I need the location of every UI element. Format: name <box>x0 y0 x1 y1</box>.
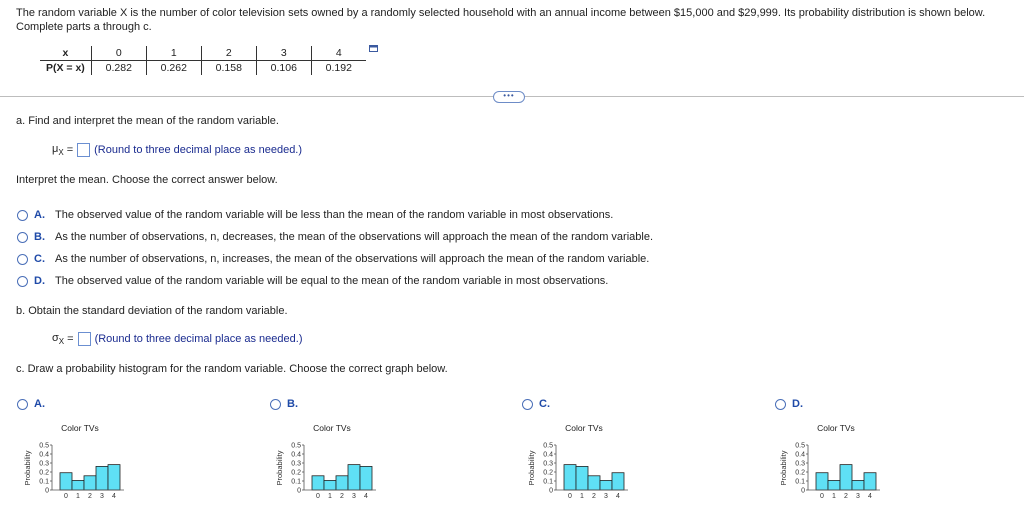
option-d[interactable] <box>17 275 608 287</box>
y-tick-label: 0.4 <box>291 451 301 459</box>
graph-letter: A. <box>34 398 45 410</box>
x-tick-label: 0 <box>316 493 320 500</box>
graph-radio-c[interactable] <box>522 399 533 410</box>
histogram-bar <box>576 466 588 490</box>
copy-table-icon[interactable] <box>369 45 378 53</box>
radio-c[interactable] <box>17 254 28 265</box>
x-value: 3 <box>256 46 311 61</box>
sd-hint: (Round to three decimal place as needed.) <box>94 333 303 346</box>
y-tick-label: 0.2 <box>291 469 301 477</box>
table-row-p <box>40 61 366 76</box>
y-tick-label: 0.1 <box>39 478 49 486</box>
p-value: 0.262 <box>146 61 201 76</box>
x-tick-label: 4 <box>868 493 872 500</box>
distribution-table <box>40 46 366 75</box>
x-tick-label: 1 <box>832 493 836 500</box>
p-value: 0.158 <box>201 61 256 76</box>
histogram-bar <box>72 480 84 490</box>
x-tick-label: 0 <box>64 493 68 500</box>
problem-intro: The random variable X is the number of color television sets owned by a randomly selected household with an annual income between $15,000 and $29,999. Its probability distribution is shown below. Complete parts a through c. <box>16 7 986 33</box>
y-axis-label: Probability <box>527 450 536 486</box>
x-tick-label: 1 <box>328 493 332 500</box>
y-tick-label: 0.3 <box>543 460 553 468</box>
graph-option-d[interactable] <box>775 398 803 410</box>
histogram-bar <box>312 476 324 490</box>
y-tick-label: 0.5 <box>291 442 301 450</box>
option-letter: B. <box>34 231 45 243</box>
option-text: The observed value of the random variable will be equal to the mean of the random variable in most observations. <box>55 275 609 287</box>
graph-option-c[interactable] <box>522 398 550 410</box>
y-tick-label: 0.4 <box>795 451 805 459</box>
histogram-bar <box>336 476 348 490</box>
x-value: 0 <box>91 46 146 61</box>
x-tick-label: 3 <box>604 493 608 500</box>
option-a[interactable] <box>17 209 613 221</box>
radio-b[interactable] <box>17 232 28 243</box>
equals-sign: = <box>67 333 74 346</box>
graph-option-b[interactable] <box>270 398 298 410</box>
p-value: 0.106 <box>256 61 311 76</box>
p-value: 0.192 <box>325 62 352 74</box>
histogram-bar <box>360 466 372 490</box>
x-tick-label: 1 <box>76 493 80 500</box>
y-tick-label: 0 <box>297 487 301 495</box>
x-tick-label: 4 <box>616 493 620 500</box>
x-value: 2 <box>201 46 256 61</box>
histogram-bar <box>600 480 612 490</box>
y-tick-label: 0.3 <box>291 460 301 468</box>
histogram-bar <box>828 480 840 490</box>
sd-formula <box>52 332 302 346</box>
histogram-bar <box>96 466 108 490</box>
graph-radio-a[interactable] <box>17 399 28 410</box>
option-b[interactable] <box>17 231 653 243</box>
histogram-bar <box>84 476 96 490</box>
sd-input[interactable] <box>78 332 91 346</box>
y-axis-label: Probability <box>275 450 284 486</box>
histogram-b <box>274 420 384 506</box>
part-a-question: a. Find and interpret the mean of the random variable. <box>16 115 279 127</box>
histogram-bar <box>108 465 120 490</box>
x-tick-label: 3 <box>100 493 104 500</box>
graph-option-a[interactable] <box>17 398 45 410</box>
chart-title: Color TVs <box>817 423 855 433</box>
y-tick-label: 0.2 <box>543 469 553 477</box>
option-text: As the number of observations, n, decreases, the mean of the observations will approach the mean of the random variable. <box>55 231 654 243</box>
y-tick-label: 0.3 <box>795 460 805 468</box>
y-tick-label: 0.2 <box>39 469 49 477</box>
x-tick-label: 2 <box>592 493 596 500</box>
option-text: The observed value of the random variable will be less than the mean of the random variable in most observations. <box>55 209 614 221</box>
graph-letter: B. <box>287 398 298 410</box>
x-tick-label: 0 <box>820 493 824 500</box>
y-tick-label: 0.3 <box>39 460 49 468</box>
histogram-bar <box>348 465 360 490</box>
equals-sign: = <box>66 144 74 157</box>
x-value: 1 <box>146 46 201 61</box>
part-b-question: b. Obtain the standard deviation of the random variable. <box>16 305 288 317</box>
histogram-a <box>22 420 132 506</box>
more-button[interactable]: ••• <box>493 91 525 103</box>
y-tick-label: 0.5 <box>543 442 553 450</box>
x-tick-label: 2 <box>844 493 848 500</box>
y-axis-label: Probability <box>779 450 788 486</box>
graph-radio-d[interactable] <box>775 399 786 410</box>
table-row-x <box>40 46 366 61</box>
histogram-d <box>778 420 888 506</box>
x-tick-label: 2 <box>340 493 344 500</box>
y-tick-label: 0 <box>801 487 805 495</box>
mu-symbol: $\mu_X$ <box>52 143 64 158</box>
y-tick-label: 0.4 <box>543 451 553 459</box>
y-tick-label: 0.4 <box>39 451 49 459</box>
sigma-symbol: $\sigma_X$ <box>52 332 65 347</box>
radio-a[interactable] <box>17 210 28 221</box>
part-c-question: c. Draw a probability histogram for the random variable. Choose the correct graph below. <box>16 363 448 375</box>
histogram-bar <box>864 473 876 490</box>
chart-title: Color TVs <box>565 423 603 433</box>
x-value: 4 <box>311 46 366 61</box>
y-tick-label: 0.2 <box>795 469 805 477</box>
histogram-bar <box>564 465 576 490</box>
histogram-bar <box>588 476 600 490</box>
mean-input[interactable] <box>77 143 90 157</box>
x-tick-label: 1 <box>580 493 584 500</box>
x-header: x <box>40 46 91 61</box>
option-c[interactable] <box>17 253 649 265</box>
mean-formula <box>52 143 302 157</box>
histogram-bar <box>60 473 72 490</box>
x-tick-label: 4 <box>364 493 368 500</box>
x-tick-label: 3 <box>352 493 356 500</box>
x-tick-label: 4 <box>112 493 116 500</box>
mean-hint: (Round to three decimal place as needed.) <box>94 144 303 157</box>
histogram-bar <box>612 473 624 490</box>
y-tick-label: 0.5 <box>39 442 49 450</box>
x-tick-label: 3 <box>856 493 860 500</box>
y-axis-label: Probability <box>23 450 32 486</box>
histogram-bar <box>324 480 336 490</box>
y-tick-label: 0.1 <box>795 478 805 486</box>
y-tick-label: 0 <box>45 487 49 495</box>
histogram-bar <box>840 465 852 490</box>
x-tick-label: 0 <box>568 493 572 500</box>
y-tick-label: 0.1 <box>543 478 553 486</box>
y-tick-label: 0.1 <box>291 478 301 486</box>
chart-title: Color TVs <box>313 423 351 433</box>
graph-radio-b[interactable] <box>270 399 281 410</box>
x-tick-label: 2 <box>88 493 92 500</box>
graph-letter: D. <box>792 398 803 410</box>
y-tick-label: 0.5 <box>795 442 805 450</box>
option-letter: A. <box>34 209 45 221</box>
histogram-bar <box>816 473 828 490</box>
y-tick-label: 0 <box>549 487 553 495</box>
p-value: 0.282 <box>91 61 146 76</box>
p-header: P(X = x) <box>40 61 91 76</box>
graph-letter: C. <box>539 398 550 410</box>
option-letter: C. <box>34 253 45 265</box>
radio-d[interactable] <box>17 276 28 287</box>
histogram-c <box>526 420 636 506</box>
interpret-prompt: Interpret the mean. Choose the correct answer below. <box>16 174 278 186</box>
option-letter: D. <box>34 275 45 287</box>
chart-title: Color TVs <box>61 423 99 433</box>
option-text: As the number of observations, n, increases, the mean of the observations will approach the mean of the random variable. <box>55 253 650 265</box>
histogram-bar <box>852 480 864 490</box>
